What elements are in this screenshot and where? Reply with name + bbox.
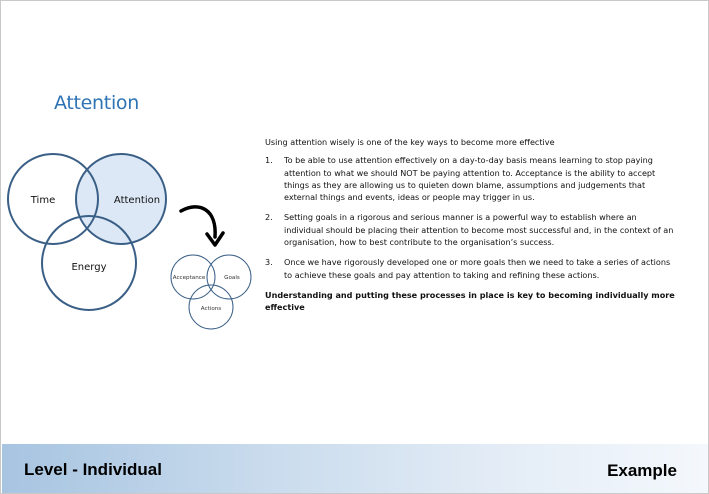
footer-bar — [2, 444, 709, 494]
list-item-number: 3. — [265, 257, 273, 268]
closing-statement: Understanding and putting these processes in place is key to becoming individually more effective — [265, 289, 675, 313]
list-item-number: 2. — [265, 212, 273, 223]
page-title: Attention — [54, 92, 139, 114]
footer-level-label: Level - Individual — [24, 460, 162, 479]
points-list — [265, 154, 677, 281]
goals-label: Goals — [224, 275, 240, 281]
attention-label: Attention — [113, 195, 161, 206]
footer-example-label: Example — [607, 461, 677, 480]
energy-label: Energy — [71, 262, 107, 273]
list-item-number: 1. — [265, 155, 273, 166]
list-item — [265, 154, 677, 203]
list-item — [265, 256, 677, 281]
acceptance-label: Acceptance — [172, 275, 206, 281]
venn-diagram-small — [167, 253, 255, 333]
time-label: Time — [30, 195, 56, 206]
actions-label: Actions — [200, 306, 222, 312]
intro-text: Using attention wisely is one of the key ways to become more effective — [265, 137, 555, 147]
list-item-text: Setting goals in a rigorous and serious manner is a powerful way to establish where an individual should be placing their attention to become most successful and, in the context of an organisation, how to best contribute to the organisation’s success. — [284, 212, 674, 248]
list-item — [265, 211, 677, 248]
list-item-text: To be able to use attention effectively on a day-to-day basis means learning to stop paying attention to what we should NOT be paying attention to. Acceptance is the ability to accept things as they are allowing us to quieten down blame, assumptions and judgements that external things and events, ideas or people may trigger in us. — [284, 155, 656, 203]
venn-diagram-main — [1, 146, 181, 316]
curved-arrow-icon — [177, 201, 227, 251]
content-block — [265, 136, 677, 320]
list-item-text: Once we have rigorously developed one or more goals then we need to take a series of actions to achieve these goals and pay attention to taking and refining these actions. — [284, 257, 671, 280]
